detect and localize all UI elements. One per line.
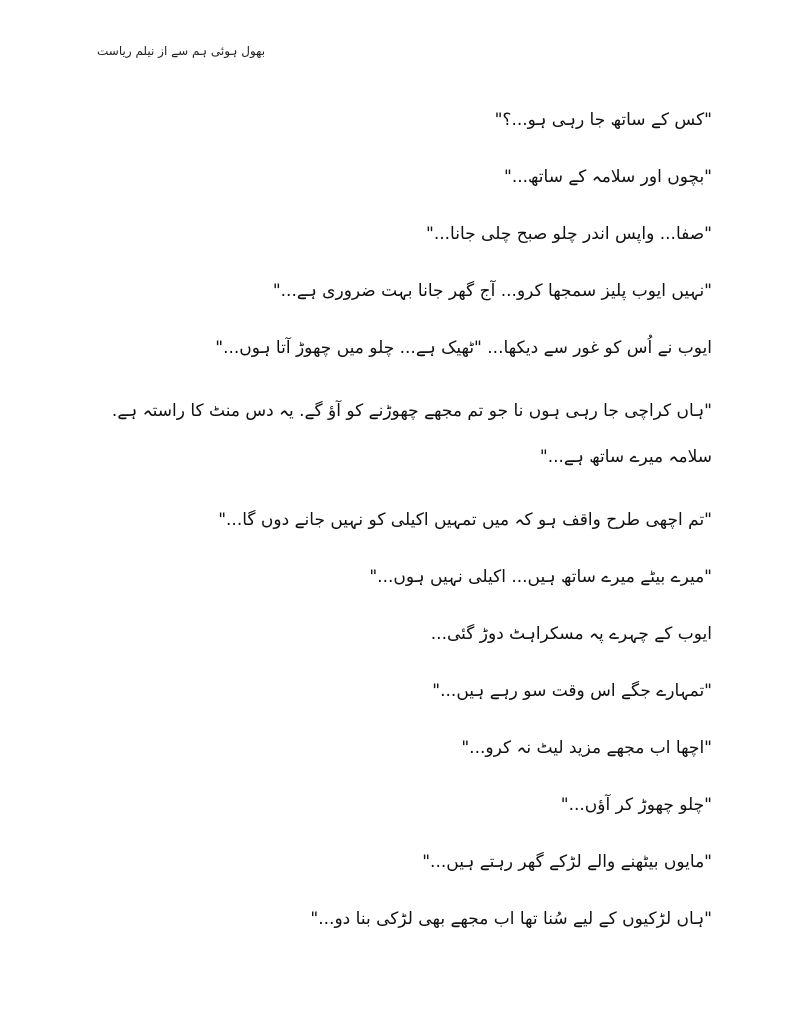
paragraph: "میرے بیٹے میرے ساتھ ہیں... اکیلی نہیں ہوں..." (369, 567, 712, 587)
paragraph: "چلو چھوڑ کر آؤں..." (560, 795, 712, 815)
story-body (95, 103, 712, 959)
paragraph: "اچھا اب مجھے مزید لیٹ نہ کرو..." (461, 738, 712, 758)
paragraph: "مایوں بیٹھنے والے لڑکے گھر رہتے ہیں..." (422, 852, 712, 872)
paragraph: ایوب نے اُس کو غور سے دیکھا... "ٹھیک ہے... چلو میں چھوڑ آتا ہوں..." (215, 338, 712, 358)
paragraph: "ہاں کراچی جا رہی ہوں نا جو تم مجھے چھوڑنے کو آؤ گے. یہ دس منٹ کا راستہ ہے. سلامہ میرے ساتھ ہے..." (111, 401, 712, 467)
paragraph: ایوب کے چہرے پہ مسکراہٹ دوڑ گئی... (430, 624, 712, 644)
paragraph: "تم اچھی طرح واقف ہو کہ میں تمہیں اکیلی کو نہیں جانے دوں گا..." (218, 510, 712, 530)
paragraph: "نہیں ایوب پلیز سمجھا کرو... آج گھر جانا بہت ضروری ہے..." (272, 281, 712, 301)
running-header: بھول ہوئی ہم سے از نیلم ریاست (97, 44, 266, 58)
paragraph: "ہاں لڑکیوں کے لیے سُنا تھا اب مجھے بھی لڑکی بنا دو..." (310, 909, 712, 929)
paragraph: "تمہارے جگے اس وقت سو رہے ہیں..." (432, 681, 712, 701)
paragraph: "بچوں اور سلامہ کے ساتھ..." (504, 167, 712, 187)
paragraph: "صفا... واپس اندر چلو صبح چلی جانا..." (426, 224, 712, 244)
paragraph: "کس کے ساتھ جا رہی ہو...؟" (494, 110, 712, 130)
